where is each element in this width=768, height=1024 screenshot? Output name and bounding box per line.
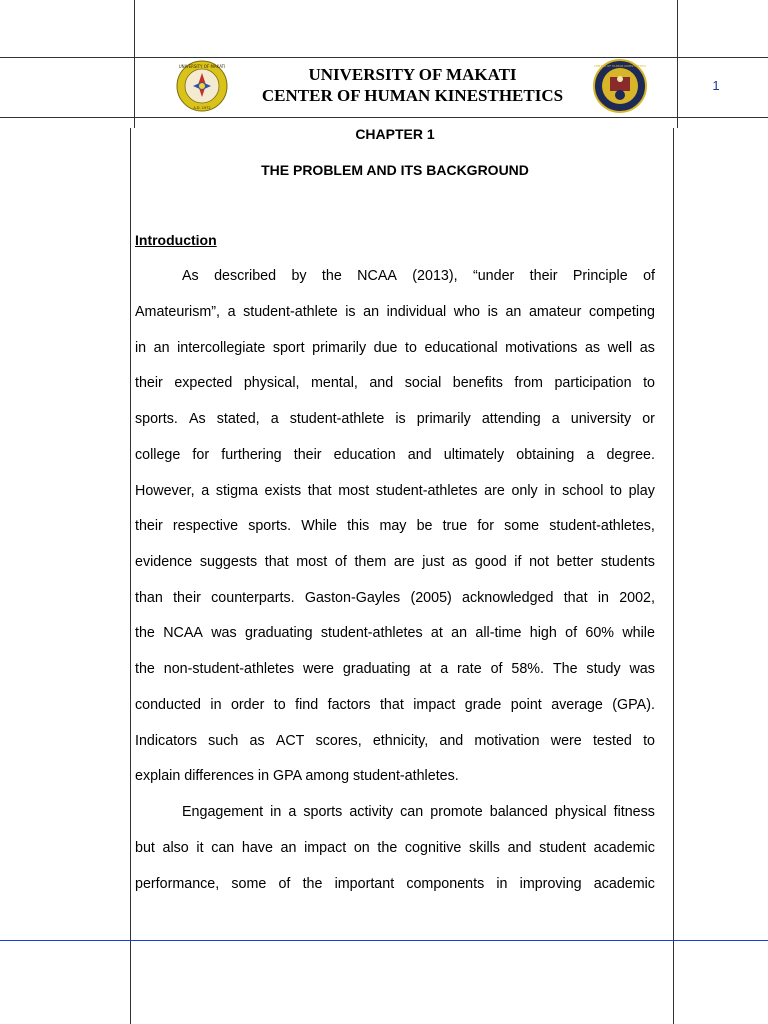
section-title: Introduction bbox=[135, 232, 217, 248]
body-line: explain differences in GPA among student-athletes. bbox=[135, 768, 459, 784]
university-seal-text: UNIVERSITY OF MAKATI bbox=[178, 64, 226, 69]
body-line: As described by the NCAA (2013), “under their Principle of bbox=[182, 268, 655, 284]
header-bottom-rule bbox=[0, 117, 768, 118]
margin-line-left-lower bbox=[130, 128, 131, 1024]
center-seal-logo bbox=[593, 59, 647, 113]
body-line: However, a stigma exists that most student-athletes are only in school to play bbox=[135, 483, 655, 499]
body-line: Amateurism”, a student-athlete is an individual who is an amateur competing bbox=[135, 304, 655, 320]
header-top-rule bbox=[0, 57, 768, 58]
body-line: Engagement in a sports activity can promote balanced physical fitness bbox=[182, 804, 655, 820]
chapter-title: THE PROBLEM AND ITS BACKGROUND bbox=[261, 162, 529, 178]
margin-line-left bbox=[134, 0, 135, 128]
body-line: evidence suggests that most of them are just as good if not better students bbox=[135, 554, 655, 570]
university-name: UNIVERSITY OF MAKATI bbox=[308, 65, 517, 84]
center-name: CENTER OF HUMAN KINESTHETICS bbox=[261, 86, 564, 105]
university-seal-logo bbox=[176, 60, 228, 112]
footer-rule bbox=[0, 940, 768, 941]
body-line: the non-student-athletes were graduating at a rate of 58%. The study was bbox=[135, 661, 655, 677]
margin-line-right-lower bbox=[673, 128, 674, 1024]
body-line: than their counterparts. Gaston-Gayles (2005) acknowledged that in 2002, bbox=[135, 590, 655, 606]
body-line: conducted in order to find factors that impact grade point average (GPA). bbox=[135, 697, 655, 713]
body-line: sports. As stated, a student-athlete is primarily attending a university or bbox=[135, 411, 655, 427]
body-line: college for furthering their education and ultimately obtaining a degree. bbox=[135, 447, 655, 463]
body-line: Indicators such as ACT scores, ethnicity, and motivation were tested to bbox=[135, 733, 655, 749]
university-seal-year: A.D. 1972 bbox=[193, 106, 211, 110]
center-seal-text: CENTER OF HUMAN KINESTHETICS bbox=[594, 64, 646, 68]
chapter-label: CHAPTER 1 bbox=[355, 126, 435, 142]
body-line: but also it can have an impact on the cognitive skills and student academic bbox=[135, 840, 655, 856]
body-line: performance, some of the important components in improving academic bbox=[135, 876, 655, 892]
body-line: the NCAA was graduating student-athletes at an all-time high of 60% while bbox=[135, 625, 655, 641]
body-line: their expected physical, mental, and social benefits from participation to bbox=[135, 375, 655, 391]
margin-line-right bbox=[677, 0, 678, 128]
body-line: their respective sports. While this may be true for some student-athletes, bbox=[135, 518, 655, 534]
body-line: in an intercollegiate sport primarily due to educational motivations as well as bbox=[135, 340, 655, 356]
page-number: 1 bbox=[712, 78, 720, 93]
